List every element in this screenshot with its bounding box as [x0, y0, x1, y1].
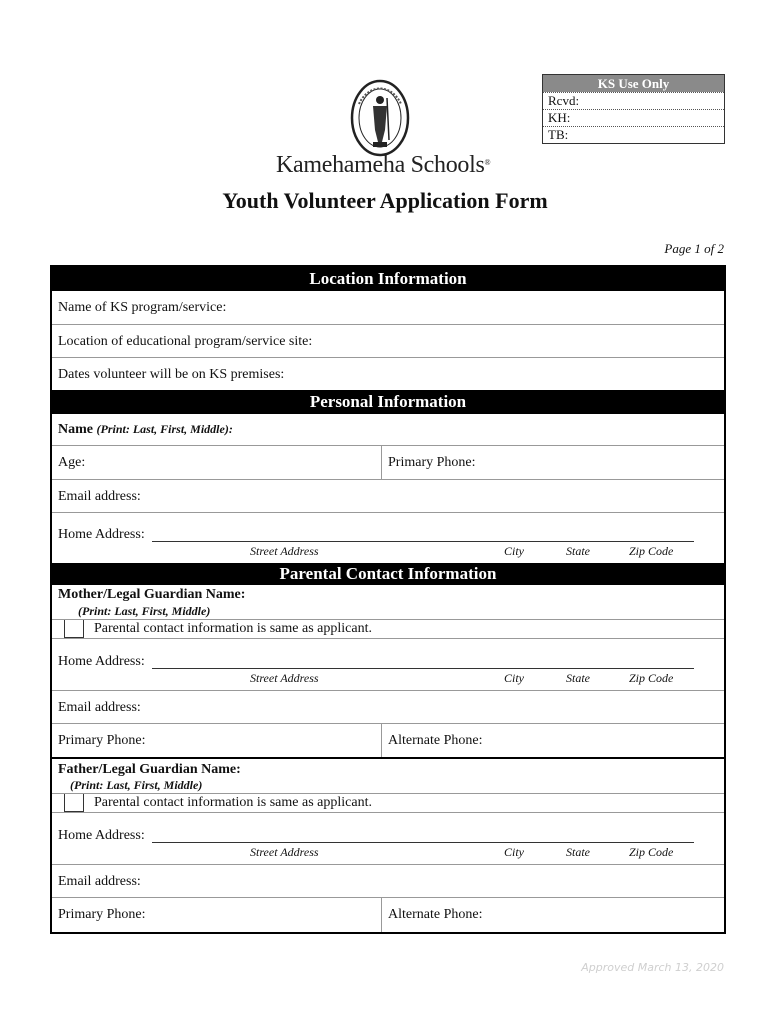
- approved-date-footer: Approved March 13, 2020: [581, 961, 724, 974]
- site-location-label: Location of educational program/service site:: [58, 334, 313, 349]
- ks-use-only-box: [542, 74, 725, 144]
- street-caption: Street Address: [250, 671, 319, 685]
- page-number: Page 1 of 2: [664, 241, 724, 256]
- mother-address-line: [152, 654, 694, 669]
- father-primary-phone-field[interactable]: [52, 898, 382, 932]
- father-alternate-phone-label: Alternate Phone:: [388, 907, 483, 922]
- state-caption: State: [566, 845, 590, 859]
- site-location-field[interactable]: [52, 324, 724, 357]
- street-caption: Street Address: [250, 544, 319, 558]
- father-primary-phone-label: Primary Phone:: [58, 907, 146, 922]
- premises-dates-field[interactable]: [52, 357, 724, 390]
- mother-alternate-phone-field[interactable]: [382, 724, 482, 757]
- father-name-hint: (Print: Last, First, Middle): [70, 778, 203, 792]
- premises-dates-label: Dates volunteer will be on KS premises:: [58, 367, 285, 382]
- applicant-primary-phone-field[interactable]: [382, 446, 476, 479]
- father-email-label: Email address:: [58, 874, 141, 889]
- kamehameha-seal-logo: [349, 78, 411, 158]
- mother-name-label: Mother/Legal Guardian Name:: [58, 587, 246, 602]
- program-name-field[interactable]: [52, 291, 724, 324]
- mother-address-label: Home Address:: [58, 654, 145, 669]
- applicant-address-field[interactable]: [52, 512, 724, 563]
- father-name-field[interactable]: [52, 759, 724, 793]
- applicant-name-field[interactable]: [52, 414, 724, 445]
- father-name-label: Father/Legal Guardian Name:: [58, 762, 241, 777]
- father-phones-row: [52, 897, 724, 932]
- parental-section-heading: Parental Contact Information: [52, 563, 724, 585]
- applicant-primary-phone-label: Primary Phone:: [388, 455, 476, 470]
- location-section-heading: Location Information: [52, 267, 724, 291]
- city-caption: City: [504, 845, 524, 859]
- applicant-name-label: Name: [58, 422, 93, 437]
- mother-primary-phone-field[interactable]: [52, 724, 382, 757]
- father-alternate-phone-field[interactable]: [382, 898, 482, 932]
- age-label: Age:: [58, 455, 86, 470]
- ks-use-only-header: KS Use Only: [543, 75, 724, 92]
- page-title: Youth Volunteer Application Form: [222, 188, 548, 213]
- city-caption: City: [504, 671, 524, 685]
- applicant-name-hint: (Print: Last, First, Middle):: [96, 422, 233, 436]
- application-form: [50, 265, 726, 934]
- father-address-line: [152, 828, 694, 843]
- father-address-field[interactable]: [52, 812, 724, 864]
- mother-address-field[interactable]: [52, 638, 724, 690]
- zip-caption: Zip Code: [629, 544, 674, 558]
- mother-same-checkbox[interactable]: [64, 620, 84, 638]
- ks-kh-field[interactable]: KH:: [543, 109, 724, 126]
- brand-wordmark: [276, 152, 496, 179]
- applicant-email-label: Email address:: [58, 489, 141, 504]
- mother-primary-phone-label: Primary Phone:: [58, 733, 146, 748]
- mother-name-field[interactable]: [52, 585, 724, 619]
- ks-tb-field[interactable]: TB:: [543, 126, 724, 143]
- mother-name-hint: (Print: Last, First, Middle): [78, 604, 211, 618]
- mother-phones-row: [52, 723, 724, 759]
- street-caption: Street Address: [250, 845, 319, 859]
- mother-same-row: [52, 619, 724, 638]
- mother-email-label: Email address:: [58, 700, 141, 715]
- mother-same-label: Parental contact information is same as applicant.: [94, 621, 372, 636]
- city-caption: City: [504, 544, 524, 558]
- zip-caption: Zip Code: [629, 845, 674, 859]
- applicant-address-line: [152, 527, 694, 542]
- zip-caption: Zip Code: [629, 671, 674, 685]
- father-same-checkbox[interactable]: [64, 794, 84, 812]
- age-phone-row: [52, 445, 724, 479]
- father-same-label: Parental contact information is same as applicant.: [94, 795, 372, 810]
- mother-alternate-phone-label: Alternate Phone:: [388, 733, 483, 748]
- brand-name: Kamehameha Schools: [276, 152, 485, 178]
- personal-section-heading: Personal Information: [52, 390, 724, 414]
- father-address-label: Home Address:: [58, 828, 145, 843]
- father-same-row: [52, 793, 724, 812]
- applicant-address-label: Home Address:: [58, 527, 145, 542]
- registered-mark: ®: [484, 158, 491, 167]
- state-caption: State: [566, 544, 590, 558]
- father-email-field[interactable]: [52, 864, 724, 897]
- state-caption: State: [566, 671, 590, 685]
- ks-rcvd-field[interactable]: Rcvd:: [543, 92, 724, 109]
- program-name-label: Name of KS program/service:: [58, 300, 227, 315]
- applicant-email-field[interactable]: [52, 479, 724, 512]
- age-field[interactable]: [52, 446, 382, 479]
- mother-email-field[interactable]: [52, 690, 724, 723]
